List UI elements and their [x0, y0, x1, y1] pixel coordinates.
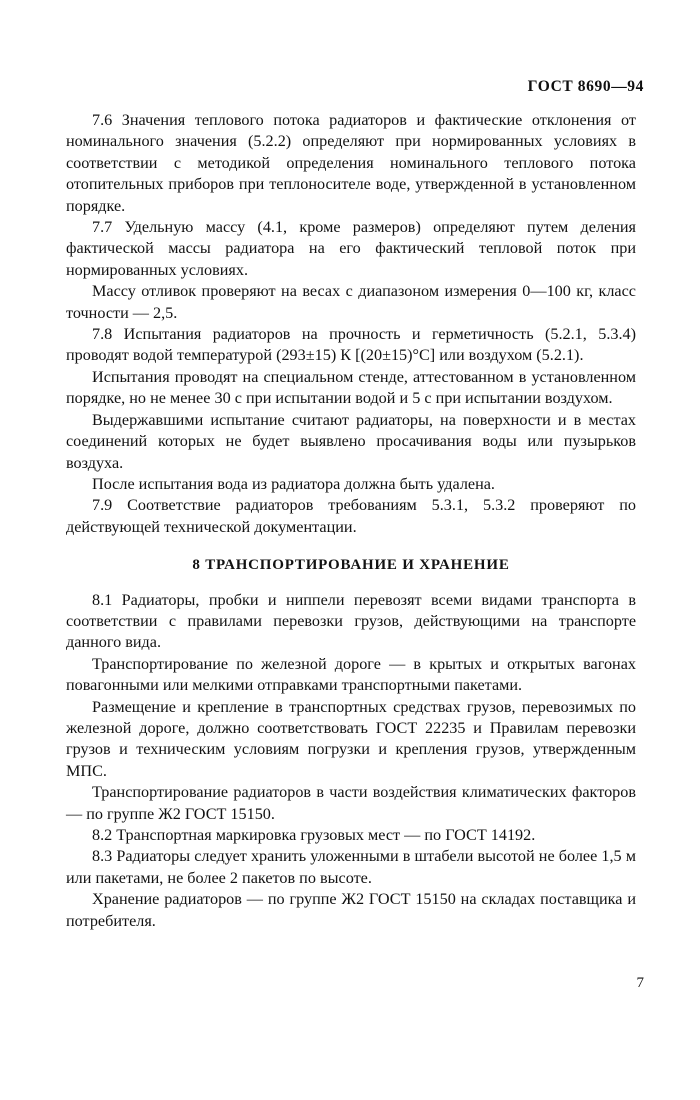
paragraph-test-pass: Выдержавшими испытание считают радиаторы, на поверхности и в местах соединений которых не будет выявлено просачивания воды или пузырьков воздуха. — [66, 410, 636, 472]
paragraph-8-1: 8.1 Радиаторы, пробки и ниппели перевозят всеми видами транспорта в соответствии с правилами перевозки грузов, действующими на транспорте данного вида. — [66, 590, 636, 652]
paragraph-water-removal: После испытания вода из радиатора должна быть удалена. — [92, 474, 495, 493]
paragraph-test-stand: Испытания проводят на специальном стенде, аттестованном в установленном порядке, но не менее 30 с при испытании водой и 5 с при испытании воздухом. — [66, 367, 636, 408]
document-body — [66, 110, 636, 932]
page-number: 7 — [636, 975, 644, 991]
paragraph-casting-mass: Массу отливок проверяют на весах с диапазоном измерения 0—100 кг, класс точности — 2,5. — [66, 282, 636, 322]
paragraph-7-9: 7.9 Соответствие радиаторов требованиям 5.3.1, 5.3.2 проверяют по действующей технической документации. — [66, 496, 636, 536]
paragraph-7-8: 7.8 Испытания радиаторов на прочность и герметичность (5.2.1, 5.3.4) проводят водой температурой (293±15) К [(20±15)°С] или воздухом (5.2.1). — [66, 325, 636, 365]
paragraph-cargo-placement: Размещение и крепление в транспортных средствах грузов, перевозимых по железной дороге, должно соответствовать ГОСТ 22235 и Правилам перевозки грузов и техническим условиям погрузки и крепления грузов, утвержденным МПС. — [66, 697, 636, 780]
paragraph-storage: Хранение радиаторов — по группе Ж2 ГОСТ 15150 на складах поставщика и потребителя. — [66, 890, 636, 930]
standard-header: ГОСТ 8690—94 — [527, 78, 644, 95]
paragraph-7-6: 7.6 Значения теплового потока радиаторов и фактические отклонения от номинального значения (5.2.2) определяют при нормированных условиях в соответствии с методикой определения номинального теплового потока отопительных приборов при теплоносителе воде, утвержденной в установленном порядке. — [66, 111, 636, 215]
section-heading-8: 8 ТРАНСПОРТИРОВАНИЕ И ХРАНЕНИЕ — [192, 557, 510, 574]
paragraph-8-3: 8.3 Радиаторы следует хранить уложенными в штабели высотой не более 1,5 м или пакетами, не более 2 пакетов по высоте. — [66, 847, 636, 887]
paragraph-8-2: 8.2 Транспортная маркировка грузовых мест — по ГОСТ 14192. — [92, 826, 536, 844]
paragraph-climatic-factors: Транспортирование радиаторов в части воздействия климатических факторов — по группе Ж2 ГОСТ 15150. — [66, 783, 636, 823]
paragraph-7-7: 7.7 Удельную массу (4.1, кроме размеров) определяют путем деления фактической массы радиатора на его фактический тепловой поток при нормированных условиях. — [66, 218, 636, 279]
paragraph-rail-transport: Транспортирование по железной дороге — в крытых и открытых вагонах повагонными или мелкими отправками транспортными пакетами. — [66, 654, 636, 695]
